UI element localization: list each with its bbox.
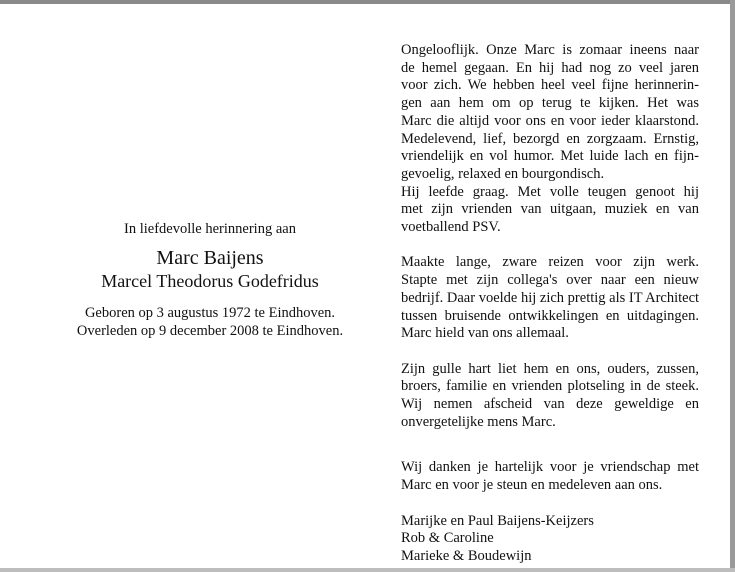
top-border	[0, 0, 735, 4]
text-line: met zijn vrienden van uitgaan, muziek en van	[401, 201, 699, 218]
text-line: Wij danken je hartelijk voor je vriendschap met	[401, 459, 699, 476]
text-line: onvergetelijke mens Marc.	[401, 413, 556, 430]
spacer	[401, 343, 699, 361]
text-line: broers, familie en vrienden plotseling in de steek.	[401, 378, 699, 395]
bottom-border	[0, 568, 735, 572]
birth-line: Geboren op 3 augustus 1972 te Eindhoven.	[84, 305, 336, 321]
text-line: Zijn gulle hart liet hem en ons, ouders, zussen,	[401, 360, 699, 377]
text-line: Wij nemen afscheid van deze geweldige en	[401, 396, 699, 413]
text-line: Medelevend, lief, bezorgd en zorgzaam. Ernstig,	[401, 130, 699, 147]
text-line: Stapte met zijn collega's over naar een nieuw	[401, 272, 699, 289]
intro-text: In liefdevolle herinnering aan	[124, 221, 296, 237]
text-line: Marc hield van ons allemaal.	[401, 325, 569, 342]
text-line: de hemel gegaan. En hij had nog zo veel jaren	[401, 59, 699, 76]
text-line: gevoelig, relaxed en bourgondisch.	[401, 165, 605, 182]
paragraph-1	[401, 42, 699, 237]
text-line: bedrijf. Daar voelde hij zich prettig als IT Architect	[401, 289, 700, 306]
paragraph-4	[401, 459, 699, 494]
spacer	[401, 431, 699, 459]
spacer	[401, 495, 699, 513]
signatures	[401, 513, 699, 566]
text-line: vriendelijk en vol humor. Met luide lach en fijn-	[401, 148, 699, 165]
left-panel	[60, 220, 360, 340]
right-border	[730, 0, 735, 572]
text-line: gen aan hem om op terug te kijken. Het was	[401, 95, 699, 112]
death-line: Overleden op 9 december 2008 te Eindhoven.	[76, 323, 344, 339]
life-dates	[60, 304, 360, 340]
signature-line: Rob & Caroline	[401, 530, 494, 547]
deceased-full-name: Marcel Theodorus Godefridus	[101, 271, 319, 291]
text-line: tussen bruisende ontwikkelingen en uitdagingen.	[401, 307, 699, 324]
text-line: voor zich. We hebben heel veel fijne herinnerin-	[401, 77, 699, 94]
text-line: voetballend PSV.	[401, 219, 501, 236]
deceased-name: Marc Baijens	[156, 247, 264, 269]
spacer	[401, 237, 699, 255]
text-line: Marc die altijd voor ons en voor ieder klaarstond.	[401, 112, 699, 129]
text-line: Ongelooflijk. Onze Marc is zomaar ineens naar	[401, 42, 699, 58]
signature-line: Marieke & Boudewijn	[401, 547, 532, 564]
signature-line: Marijke en Paul Baijens-Keijzers	[401, 512, 594, 529]
text-line: Hij leefde graag. Met volle teugen genoot hij	[401, 183, 699, 200]
right-panel	[401, 42, 699, 566]
paragraph-2	[401, 254, 699, 343]
text-line: Marc en voor je steun en medeleven aan ons.	[401, 477, 663, 494]
text-line: Maakte lange, zware reizen voor zijn werk.	[401, 254, 699, 271]
paragraph-3	[401, 361, 699, 432]
